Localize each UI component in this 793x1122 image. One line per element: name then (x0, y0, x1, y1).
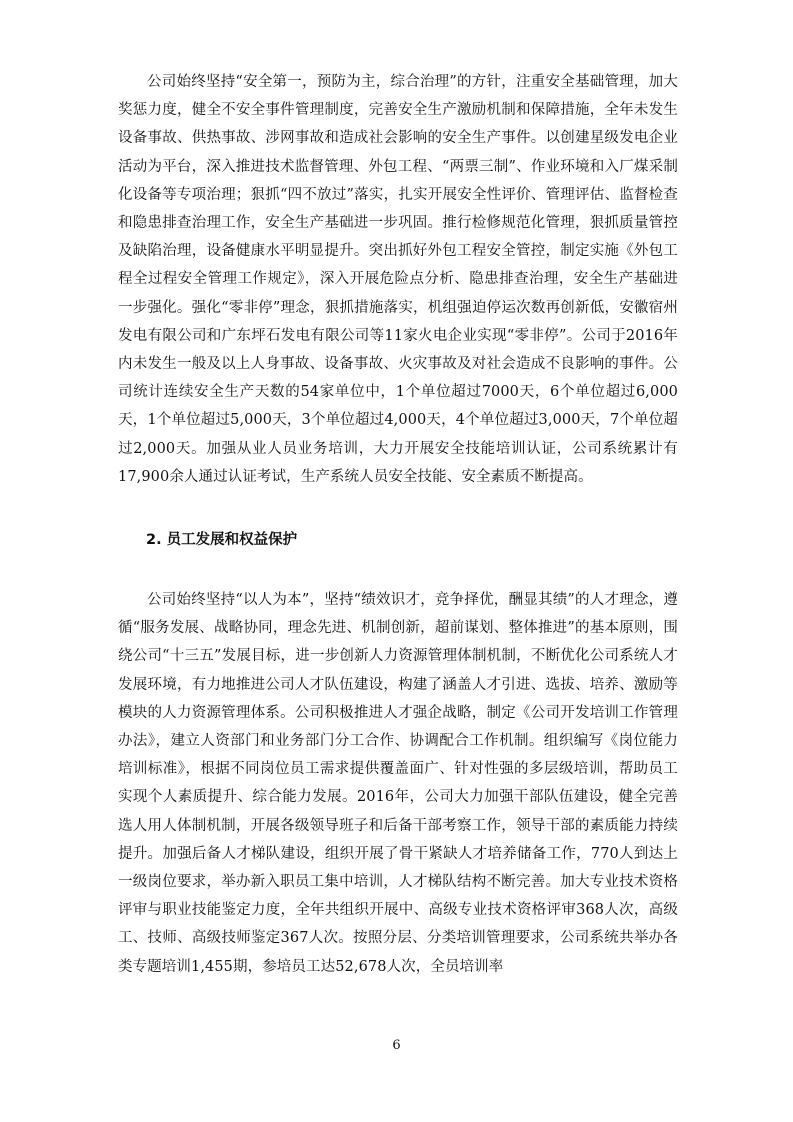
section-heading: 2. 员工发展和权益保护 (146, 532, 298, 549)
employee-development-paragraph: 公司始终坚持“以人为本”，坚持“绩效识才，竞争择优，酬显其绩”的人才理念，遵循“服务发展、战略协同，理念先进、机制创新，超前谋划、整体推进”的基本原则，围绕公司“十三五”发展目标，进一步创新人力资源管理体制机制，不断优化公司系统人才发展环境，有力地推进公司人才队伍建设，构建了涵盖人才引进、选拔、培养、激励等模块的人力资源管理体系。公司积极推进人才强企战略，制定《公司开发培训工作管理办法》，建立人资部门和业务部门分工合作、协调配合工作机制。组织编写《岗位能力培训标准》，根据不同岗位员工需求提供覆盖面广、针对性强的多层级培训，帮助员工实现个人素质提升、综合能力发展。2016年，公司大力加强干部队伍建设，健全完善选人用人体制机制，开展各级领导班子和后备干部考察工作，领导干部的素质能力持续提升。加强后备人才梯队建设，组织开展了骨干紧缺人才培养储备工作，770人到达上一级岗位要求，举办新入职员工集中培训，人才梯队结构不断完善。加大专业技术资格评审与职业技能鉴定力度，全年共组织开展中、高级专业技术资格评审368人次，高级工、技师、高级技师鉴定367人次。按照分层、分类培训管理要求，公司系统共举办各类专题培训1,455期，参培员工达52,678人次，全员培训率 (118, 592, 678, 975)
document-body (118, 68, 678, 981)
page-number: 6 (392, 1038, 401, 1053)
safety-paragraph: 公司始终坚持“安全第一，预防为主，综合治理”的方针，注重安全基础管理，加大奖惩力度，健全不安全事件管理制度，完善安全生产激励机制和保障措施，全年未发生设备事故、供热事故、涉网事故和造成社会影响的安全生产事件。以创建星级发电企业活动为平台，深入推进技术监督管理、外包工程、“两票三制”、作业环境和入厂煤采制化设备等专项治理；狠抓“四不放过”落实，扎实开展安全性评价、管理评估、监督检查和隐患排查治理工作，安全生产基础进一步巩固。推行检修规范化管理，狠抓质量管控及缺陷治理，设备健康水平明显提升。突出抓好外包工程安全管控，制定实施《外包工程全过程安全管理工作规定》，深入开展危险点分析、隐患排查治理，安全生产基础进一步强化。强化“零非停”理念，狠抓措施落实，机组强迫停运次数再创新低，安徽宿州发电有限公司和广东坪石发电有限公司等11家火电企业实现“零非停”。公司于2016年内未发生一般及以上人身事故、设备事故、火灾事故及对社会造成不良影响的事件。公司统计连续安全生产天数的54家单位中，1个单位超过7000天，6个单位超过6,000天，1个单位超过5,000天，3个单位超过4,000天，4个单位超过3,000天，7个单位超过2,000天。加强从业人员业务培训，大力开展安全技能培训认证，公司系统累计有17,900余人通过认证考试，生产系统人员安全技能、安全素质不断提高。 (118, 74, 678, 485)
